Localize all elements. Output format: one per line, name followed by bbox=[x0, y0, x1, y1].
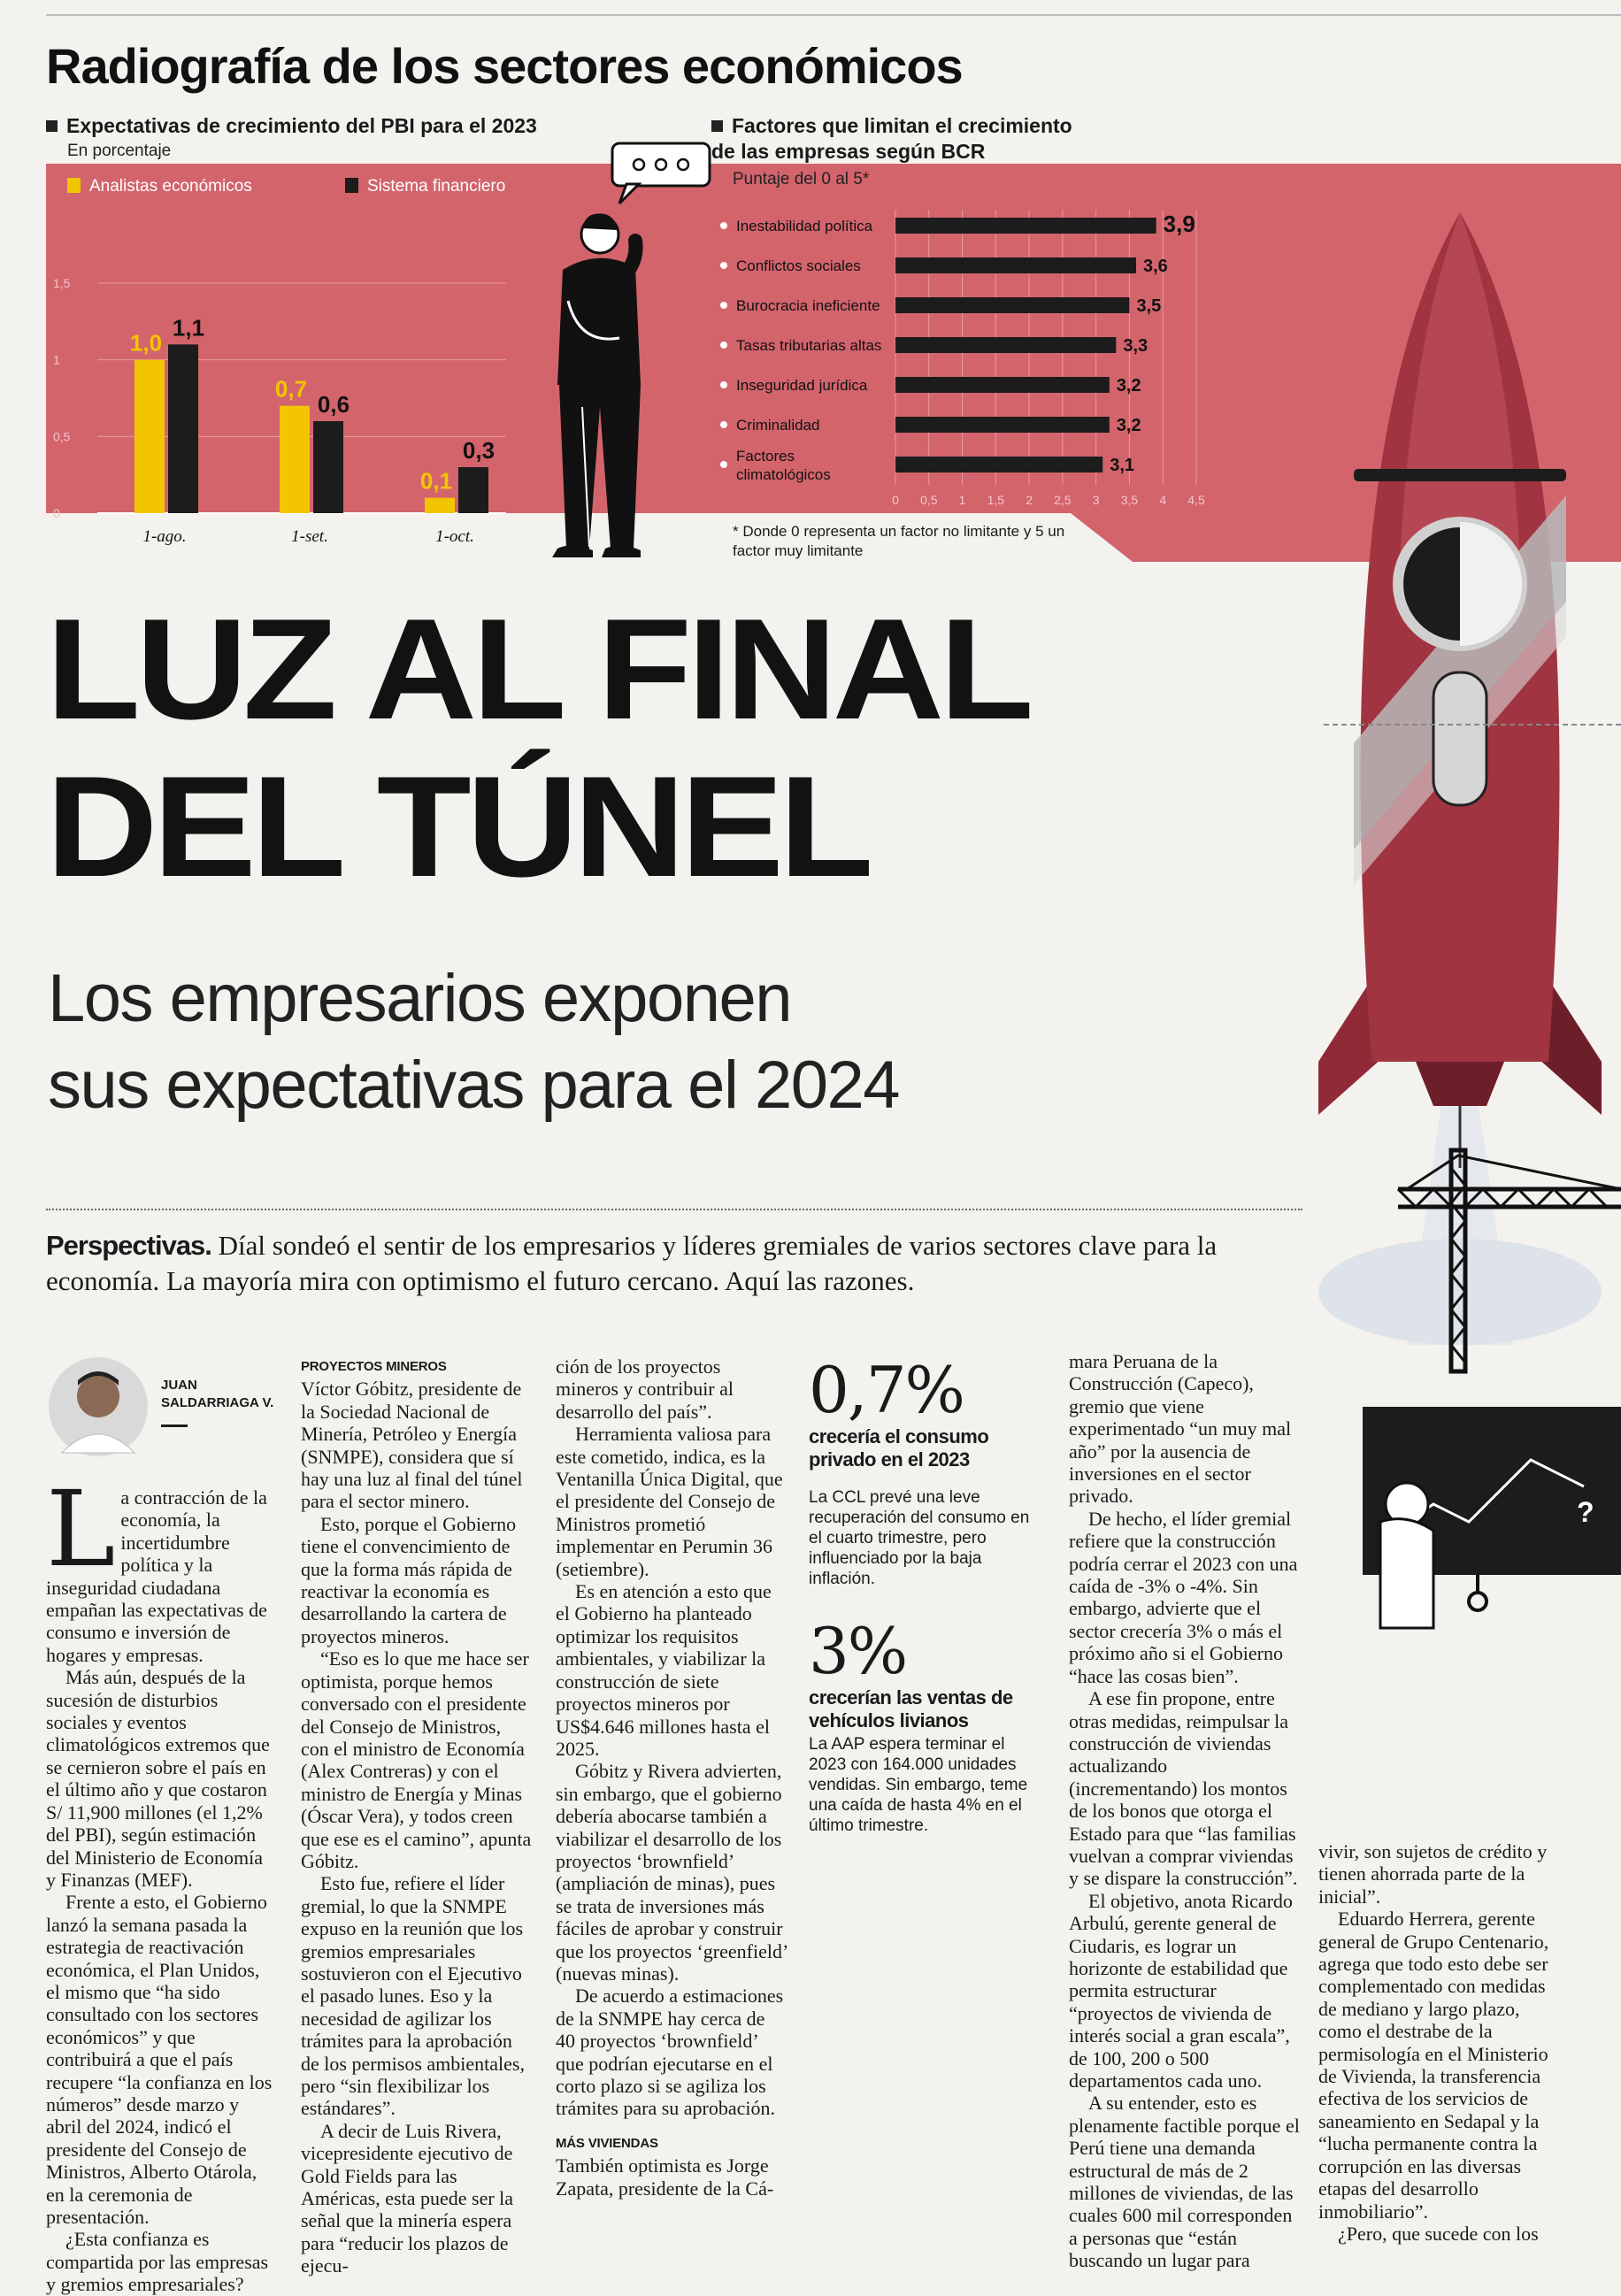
article-column-6: vivir, son sujetos de crédito y tienen ahorrada parte de la inicial”. Eduardo Herrera, gerente general de Grupo Centenario, agrega que todo esto debe ser complementado con medidas de mediano y largo plazo, como el destrabe de la permisología en el Ministerio de Vivienda, la transferencia efectiva de los servicios de saneamiento en Sedapal y la “lucha permanente contra la corrupción en las diversas etapas del desarrollo inmobiliario”. ¿Pero, que sucede con los bbox=[1318, 1840, 1549, 2245]
right-chart-title: Factores que limitan el crecimiento de las empresas según BCR bbox=[711, 114, 1072, 163]
x-tick-label: 1,5 bbox=[987, 493, 1005, 507]
data-label: 0,1 bbox=[419, 467, 453, 495]
data-label: 3,2 bbox=[1116, 376, 1141, 395]
category-label: Inestabilidad política bbox=[736, 218, 873, 234]
bullet bbox=[720, 222, 727, 229]
bar-analistas bbox=[280, 406, 310, 513]
kicker-proyectos-mineros: PROYECTOS MINEROS bbox=[301, 1359, 447, 1374]
y-tick-label: 1 bbox=[53, 352, 60, 367]
factor-bar bbox=[895, 457, 1102, 472]
x-tick-label: 4 bbox=[1159, 493, 1167, 507]
category-label: Burocracia ineficiente bbox=[736, 297, 880, 314]
factor-bar bbox=[895, 297, 1129, 313]
data-label: 0,7 bbox=[274, 375, 308, 403]
stat-caption: crecería el consumo privado en el 2023 bbox=[809, 1425, 989, 1471]
legend-swatch-yellow bbox=[67, 178, 81, 193]
category-label: Tasas tributarias altas bbox=[736, 337, 882, 354]
byline-rule bbox=[161, 1424, 188, 1427]
y-tick-label: 1,5 bbox=[53, 276, 71, 290]
stat-vehiculos bbox=[809, 1614, 1039, 1836]
x-tick-label: 4,5 bbox=[1187, 493, 1205, 507]
bullet bbox=[720, 381, 727, 388]
bar-sistema bbox=[458, 467, 488, 513]
bar-sistema bbox=[313, 421, 343, 513]
stat-consumo bbox=[809, 1353, 1039, 1589]
thinking-man-illustration bbox=[531, 142, 717, 575]
factor-bar bbox=[895, 218, 1156, 234]
x-tick-label: 2,5 bbox=[1054, 493, 1072, 507]
x-tick-label: 2 bbox=[1026, 493, 1033, 507]
subheadline: Los empresarios exponen sus expectativas para el 2024 bbox=[48, 961, 900, 1123]
data-label: 3,1 bbox=[1110, 456, 1135, 475]
data-label: 3,5 bbox=[1136, 296, 1162, 316]
bar-sistema bbox=[168, 344, 198, 513]
bar-analistas bbox=[425, 498, 455, 513]
data-label: 1,0 bbox=[129, 329, 163, 357]
article-column-1: L a contracción de la economía, la incertidumbre política y la inseguridad ciudadana empañan las expectativas de consumo e inversión de hogares y empresas. Más aún, después de la sucesión de disturbios sociales y eventos climatológicos extremos que se cernieron sobre el país en el último año y que costaron S/ 11,900 millones (el 1,2% del PBI), según estimación del Ministerio de Economía y Finanzas (MEF). Frente a esto, el Gobierno lanzó la semana pasada la estrategia de reactivación económica, el Plan Unidos, el mismo que “ha sido consultado con los sectores económicos” y que contribuirá a que el país recupere “la confianza en los números” desde marzo y abril del 2024, indicó el presidente del Consejo de Ministros, Alberto Otárola, en la ceremonia de presentación. ¿Esta confianza es compartida por las empresas y gremios empresariales? bbox=[46, 1468, 273, 2296]
bullet bbox=[720, 262, 727, 269]
x-tick-label: 0,5 bbox=[920, 493, 938, 507]
factor-bar bbox=[895, 417, 1110, 433]
y-tick-label: 0 bbox=[53, 506, 60, 520]
category-label: climatológicos bbox=[736, 466, 831, 483]
svg-text:?: ? bbox=[1577, 1496, 1594, 1528]
category-label: Conflictos sociales bbox=[736, 257, 861, 274]
right-chart-unit: Puntaje del 0 al 5* bbox=[733, 170, 870, 188]
y-tick-label: 0,5 bbox=[53, 429, 71, 444]
byline: JUAN SALDARRIAGA V. bbox=[161, 1378, 274, 1410]
article-column-5: mara Peruana de la Construcción (Capeco), gremio que viene experimentado “un muy mal año” por la ausencia de inversiones en el sector privado. De hecho, el líder gremial refiere que la construcción podría cerrar el 2023 con una caída de -3% o -4%. Sin embargo, advierte que el sector crecería 3% o más el próximo año si el Gobierno “hace las cosas bien”. A ese fin propone, entre otras medidas, reimpulsar la construcción de viviendas actualizando (incrementando) los montos de los bonos que otorga el Estado para que “las familias vuelvan a comprar viviendas y se dispare la construcción”. El objetivo, anota Ricardo Arbulú, gerente general de Ciudaris, es lograr un horizonte de estabilidad que permita estructurar “proyectos de vivienda de interés social a gran escala”, de 100, 200 o 500 departamentos cada uno. A su entender, esto es plenamente factible porque el Perú tiene una demanda estructural de más de 2 millones de viviendas, de las cuales 600 mil corresponden a personas que “están buscando un lugar para bbox=[1069, 1350, 1300, 2272]
x-tick-label: 1-set. bbox=[291, 527, 328, 546]
factor-bar bbox=[895, 337, 1116, 353]
bullet bbox=[720, 461, 727, 468]
bullet bbox=[720, 302, 727, 309]
x-tick-label: 1-oct. bbox=[435, 527, 474, 546]
lead-paragraph: Perspectivas. Díal sondeó el sentir de los empresarios y líderes gremiales de varios sectores clave para la economía. La mayoría mira con optimismo el futuro cercano. Aquí las razones. bbox=[46, 1230, 1218, 1296]
data-label: 0,6 bbox=[317, 391, 350, 418]
x-tick-label: 0 bbox=[892, 493, 899, 507]
stat-text: La AAP espera terminar el 2023 con 164.000 unidades vendidas. Sin embargo, teme una caída de hasta 4% en el último trimestre. bbox=[809, 1735, 1028, 1835]
factor-bar bbox=[895, 377, 1110, 393]
gdp-growth-chart bbox=[46, 212, 542, 566]
x-tick-label: 3,5 bbox=[1120, 493, 1139, 507]
dropcap: L bbox=[46, 1468, 116, 1590]
stat-caption: crecerían las ventas de vehículos livianos bbox=[809, 1686, 1013, 1732]
legend-item-sistema: Sistema financiero bbox=[345, 177, 505, 196]
kicker-mas-viviendas: MÁS VIVIENDAS bbox=[556, 2135, 658, 2151]
stat-number: 0,7% bbox=[809, 1353, 964, 1427]
left-chart-title: Expectativas de crecimiento del PBI para el 2023 bbox=[46, 113, 537, 139]
headline: LUZ AL FINAL DEL TÚNEL bbox=[46, 589, 1030, 907]
x-tick-label: 1 bbox=[958, 493, 966, 507]
data-label: 3,9 bbox=[1163, 211, 1195, 237]
right-chart-footnote: * Donde 0 representa un factor no limitante y 5 un factor muy limitante bbox=[733, 523, 1065, 559]
bullet bbox=[720, 342, 727, 349]
top-rule bbox=[46, 14, 1621, 16]
lead-divider bbox=[46, 1209, 1302, 1210]
category-label: Factores bbox=[736, 448, 795, 465]
left-chart-unit: En porcentaje bbox=[67, 142, 172, 160]
construction-crane-illustration bbox=[1301, 1150, 1621, 1646]
section-title: Radiografía de los sectores económicos bbox=[46, 38, 963, 94]
data-label: 3,6 bbox=[1143, 257, 1168, 276]
article-column-2: PROYECTOS MINEROS Víctor Góbitz, presidente de la Sociedad Nacional de Minería, Petróleo y Energía (SNMPE), considera que sí hay una luz al final del túnel para el sector minero. Esto, porque el Gobierno tiene el convencimiento de que la forma más rápida de reactivar la economía es desarrollando la cartera de proyectos mineros. “Eso es lo que me hace ser optimista, porque hemos conversado con el presidente del Consejo de Ministros, con el ministro de Economía (Alex Contreras) y con el ministro de Energía y Minas (Óscar Vera), y todos creen que ese es el camino”, apunta Góbitz. Esto fue, refiere el líder gremial, lo que la SNMPE expuso en la reunión que los gremios empresariales sostuvieron con el Ejecutivo el pasado lunes. Eso y la necesidad de agilizar los trámites para la aprobación de los permisos ambientales, pero “sin flexibilizar los estándares”. A decir de Luis Rivera, vicepresidente ejecutivo de Gold Fields para las Américas, esta puede ser la señal que la minería espera para “reducir los plazos de ejecu- bbox=[301, 1355, 533, 2277]
x-tick-label: 1-ago. bbox=[142, 527, 187, 546]
data-label: 3,3 bbox=[1123, 336, 1149, 356]
bar-analistas bbox=[134, 360, 165, 513]
article-column-3: ción de los proyectos mineros y contribuir al desarrollo del país”. Herramienta valiosa para este cometido, indica, es la Ventanilla Única Digital, que el presidente del Consejo de Ministros prometió implementar en Perumin 36 (setiembre). Es en atención a esto que el Gobierno ha planteado optimizar los requisitos ambientales, y viabilizar la construcción de siete proyectos mineros por US$4.646 millones hasta el 2025. Góbitz y Rivera advierten, sin embargo, que el gobierno debería abocarse también a viabilizar el desarrollo de los proyectos ‘brownfield’ (ampliación de minas), pues se trata de inversiones más fáciles de aprobar y construir que los proyectos ‘greenfield’ (nuevas minas). De acuerdo a estimaciones de la SNMPE hay cerca de 40 proyectos ‘brownfield’ que podrían ejecutarse en el corto plazo si se agiliza los trámites para su aprobación. MÁS VIVIENDAS También optimista es Jorge Zapata, presidente de la Cá- bbox=[556, 1355, 787, 2200]
factor-bar bbox=[895, 257, 1136, 273]
author-photo bbox=[46, 1354, 150, 1460]
category-label: Criminalidad bbox=[736, 417, 820, 434]
legend-swatch-dark bbox=[345, 178, 358, 193]
stat-text: La CCL prevé una leve recuperación del consumo en el cuarto trimestre, pero influenciado por la baja inflación. bbox=[809, 1488, 1030, 1588]
data-label: 1,1 bbox=[172, 314, 205, 342]
dashed-rule bbox=[1324, 724, 1621, 726]
stat-number: 3% bbox=[809, 1614, 907, 1688]
category-label: Inseguridad jurídica bbox=[736, 377, 868, 394]
stats-sidebar bbox=[809, 1353, 1039, 1836]
data-label: 3,2 bbox=[1116, 416, 1141, 435]
lead-kicker: Perspectivas. bbox=[46, 1230, 211, 1261]
limiting-factors-chart bbox=[708, 199, 1239, 518]
x-tick-label: 3 bbox=[1092, 493, 1100, 507]
legend-item-analistas: Analistas económicos bbox=[67, 177, 252, 196]
data-label: 0,3 bbox=[462, 437, 496, 464]
bullet bbox=[720, 421, 727, 428]
